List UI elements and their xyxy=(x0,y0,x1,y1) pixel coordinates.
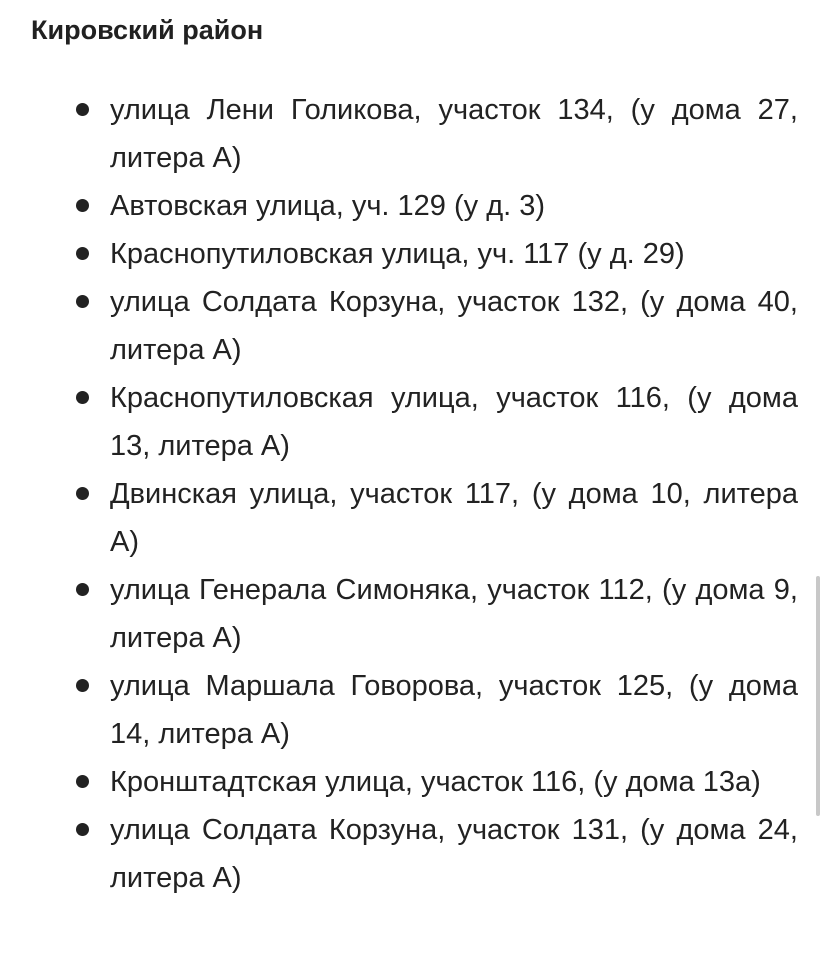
bullet-icon xyxy=(76,103,89,116)
list-item-text: Кронштадтская улица, участок 116, (у дома 13а) xyxy=(110,766,761,798)
list-item xyxy=(0,278,798,374)
bullet-icon xyxy=(76,247,89,260)
bullet-icon xyxy=(76,823,89,836)
list-item-text: улица Солдата Корзуна, участок 132, (у дома 40, литера А) xyxy=(110,286,798,366)
list-item-text: Двинская улица, участок 117, (у дома 10, литера А) xyxy=(110,478,798,558)
list-item-text: улица Солдата Корзуна, участок 131, (у дома 24, литера А) xyxy=(110,814,798,894)
address-list xyxy=(0,86,820,902)
district-heading: Кировский район xyxy=(31,15,264,45)
bullet-icon xyxy=(76,679,89,692)
list-item-text: Автовская улица, уч. 129 (у д. 3) xyxy=(110,190,546,222)
list-item xyxy=(0,566,798,662)
list-item xyxy=(0,470,798,566)
list-item-text: улица Лени Голикова, участок 134, (у дома 27, литера А) xyxy=(110,94,798,174)
scrollbar-thumb[interactable] xyxy=(816,576,820,816)
bullet-icon xyxy=(76,391,89,404)
list-item xyxy=(0,230,798,278)
list-item xyxy=(0,662,798,758)
list-item xyxy=(0,374,798,470)
list-item-text: улица Маршала Говорова, участок 125, (у дома 14, литера А) xyxy=(110,670,798,750)
list-item xyxy=(0,182,798,230)
list-item xyxy=(0,86,798,182)
bullet-icon xyxy=(76,295,89,308)
bullet-icon xyxy=(76,775,89,788)
list-item-text: улица Генерала Симоняка, участок 112, (у дома 9, литера А) xyxy=(110,574,798,654)
list-item-text: Краснопутиловская улица, уч. 117 (у д. 29) xyxy=(110,238,685,270)
list-item xyxy=(0,806,798,902)
list-item xyxy=(0,758,798,806)
bullet-icon xyxy=(76,199,89,212)
list-item-text: Краснопутиловская улица, участок 116, (у дома 13, литера А) xyxy=(110,382,798,462)
bullet-icon xyxy=(76,487,89,500)
bullet-icon xyxy=(76,583,89,596)
